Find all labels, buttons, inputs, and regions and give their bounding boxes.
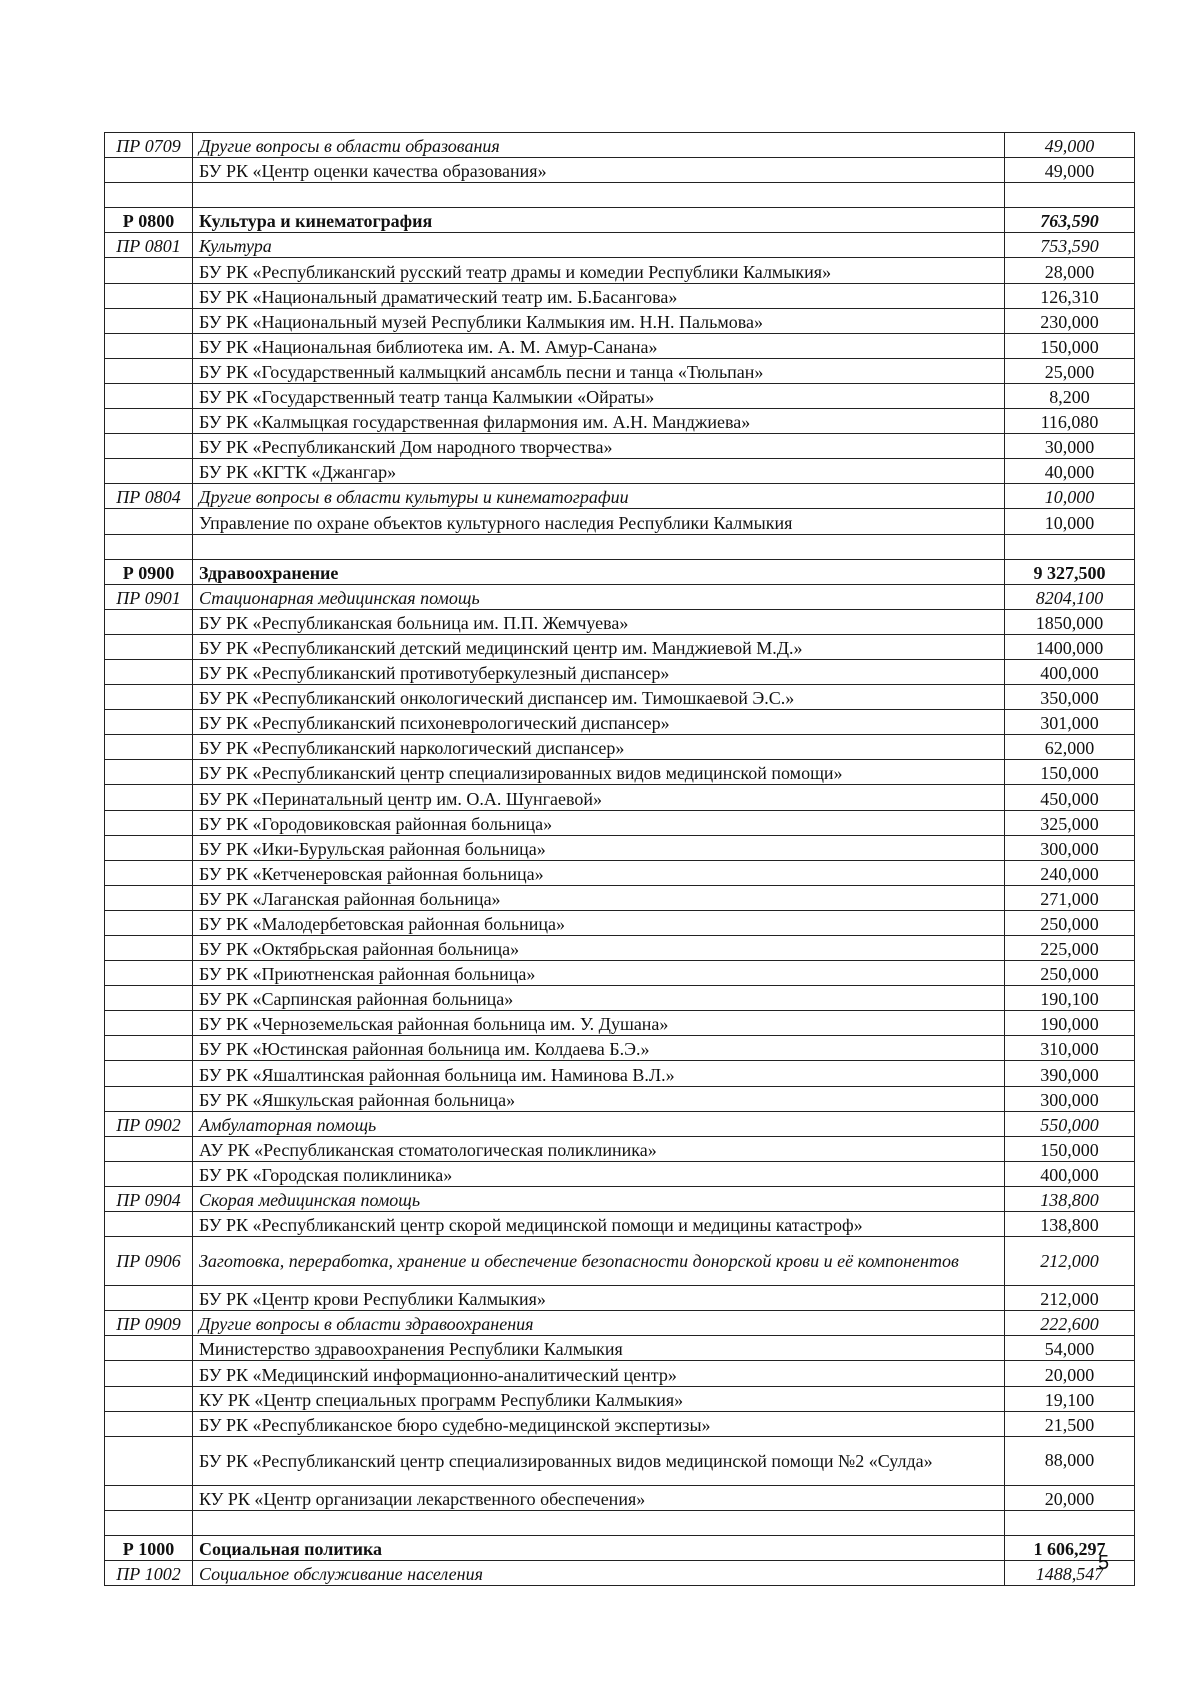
row-code: Р 1000 — [105, 1535, 193, 1560]
table-row — [105, 183, 1135, 208]
row-code — [105, 308, 193, 333]
table-row — [105, 1086, 1135, 1111]
table-row — [105, 810, 1135, 835]
table-row — [105, 1311, 1135, 1336]
row-name: БУ РК «Республиканский центр специализированных видов медицинской помощи №2 «Сулда» — [193, 1436, 1005, 1485]
row-name: БУ РК «Республиканский Дом народного творчества» — [193, 434, 1005, 459]
table-row — [105, 459, 1135, 484]
table-row — [105, 1111, 1135, 1136]
row-code — [105, 961, 193, 986]
row-amount: 21,500 — [1005, 1411, 1135, 1436]
row-code — [105, 659, 193, 684]
row-amount: 753,590 — [1005, 233, 1135, 258]
budget-table — [104, 132, 1135, 1586]
row-amount: 25,000 — [1005, 358, 1135, 383]
row-amount: 1400,000 — [1005, 634, 1135, 659]
row-code: ПР 0902 — [105, 1111, 193, 1136]
row-name: БУ РК «КГТК «Джангар» — [193, 459, 1005, 484]
row-amount: 10,000 — [1005, 484, 1135, 509]
table-row — [105, 283, 1135, 308]
row-amount: 9 327,500 — [1005, 559, 1135, 584]
row-name: БУ РК «Центр крови Республики Калмыкия» — [193, 1286, 1005, 1311]
row-amount: 54,000 — [1005, 1336, 1135, 1361]
row-code — [105, 760, 193, 785]
row-amount: 1 606,297 — [1005, 1535, 1135, 1560]
row-amount: 325,000 — [1005, 810, 1135, 835]
row-amount: 190,100 — [1005, 986, 1135, 1011]
table-row — [105, 133, 1135, 158]
row-amount: 212,000 — [1005, 1237, 1135, 1286]
table-row — [105, 1136, 1135, 1161]
row-amount: 222,600 — [1005, 1311, 1135, 1336]
row-name: Амбулаторная помощь — [193, 1111, 1005, 1136]
row-amount: 225,000 — [1005, 936, 1135, 961]
table-row — [105, 308, 1135, 333]
row-amount: 1850,000 — [1005, 609, 1135, 634]
table-row — [105, 1411, 1135, 1436]
table-row — [105, 559, 1135, 584]
table-row — [105, 1186, 1135, 1211]
table-row — [105, 659, 1135, 684]
row-code — [105, 1036, 193, 1061]
budget-table-body — [105, 133, 1135, 1586]
table-row — [105, 1036, 1135, 1061]
table-row — [105, 434, 1135, 459]
row-amount: 88,000 — [1005, 1436, 1135, 1485]
row-code: Р 0800 — [105, 208, 193, 233]
row-name: Культура — [193, 233, 1005, 258]
row-code: ПР 0801 — [105, 233, 193, 258]
row-code — [105, 634, 193, 659]
table-row — [105, 986, 1135, 1011]
row-code — [105, 609, 193, 634]
row-name: БУ РК «Национальная библиотека им. А. М. Амур-Санана» — [193, 333, 1005, 358]
row-name: БУ РК «Государственный калмыцкий ансамбль песни и танца «Тюльпан» — [193, 358, 1005, 383]
row-name: Здравоохранение — [193, 559, 1005, 584]
row-amount: 8,200 — [1005, 383, 1135, 408]
row-amount: 28,000 — [1005, 258, 1135, 283]
row-code: ПР 0901 — [105, 584, 193, 609]
row-amount: 10,000 — [1005, 509, 1135, 534]
row-amount: 450,000 — [1005, 785, 1135, 810]
row-name — [193, 534, 1005, 559]
row-name: БУ РК «Республиканское бюро судебно-медицинской экспертизы» — [193, 1411, 1005, 1436]
row-amount: 30,000 — [1005, 434, 1135, 459]
table-row — [105, 835, 1135, 860]
row-amount: 350,000 — [1005, 685, 1135, 710]
row-name: Скорая медицинская помощь — [193, 1186, 1005, 1211]
row-code: ПР 0709 — [105, 133, 193, 158]
row-code — [105, 358, 193, 383]
row-code: ПР 0909 — [105, 1311, 193, 1336]
table-row — [105, 208, 1135, 233]
table-row — [105, 1161, 1135, 1186]
table-row — [105, 936, 1135, 961]
row-code — [105, 1212, 193, 1237]
row-name: БУ РК «Городовиковская районная больница» — [193, 810, 1005, 835]
row-name: Другие вопросы в области образования — [193, 133, 1005, 158]
table-row — [105, 1061, 1135, 1086]
row-name: БУ РК «Республиканский онкологический диспансер им. Тимошкаевой Э.С.» — [193, 685, 1005, 710]
table-row — [105, 609, 1135, 634]
row-name: КУ РК «Центр организации лекарственного обеспечения» — [193, 1485, 1005, 1510]
table-row — [105, 233, 1135, 258]
row-name: БУ РК «Республиканский центр специализированных видов медицинской помощи» — [193, 760, 1005, 785]
row-code — [105, 1336, 193, 1361]
row-amount: 301,000 — [1005, 710, 1135, 735]
table-row — [105, 1436, 1135, 1485]
row-name: Другие вопросы в области культуры и кинематографии — [193, 484, 1005, 509]
row-name: БУ РК «Сарпинская районная больница» — [193, 986, 1005, 1011]
row-amount: 49,000 — [1005, 158, 1135, 183]
row-name: БУ РК «Центр оценки качества образования» — [193, 158, 1005, 183]
row-amount: 400,000 — [1005, 659, 1135, 684]
table-row — [105, 1485, 1135, 1510]
row-code — [105, 1286, 193, 1311]
row-code — [105, 835, 193, 860]
row-name: КУ РК «Центр специальных программ Республики Калмыкия» — [193, 1386, 1005, 1411]
row-amount — [1005, 1510, 1135, 1535]
row-name: БУ РК «Республиканский русский театр драмы и комедии Республики Калмыкия» — [193, 258, 1005, 283]
row-amount: 19,100 — [1005, 1386, 1135, 1411]
table-row — [105, 685, 1135, 710]
row-code — [105, 735, 193, 760]
row-name: БУ РК «Черноземельская районная больница им. У. Душана» — [193, 1011, 1005, 1036]
table-row — [105, 584, 1135, 609]
row-amount: 271,000 — [1005, 885, 1135, 910]
row-code — [105, 1386, 193, 1411]
page-number: 5 — [1098, 1552, 1110, 1574]
row-name: БУ РК «Яшкульская районная больница» — [193, 1086, 1005, 1111]
row-code — [105, 860, 193, 885]
table-row — [105, 258, 1135, 283]
row-amount: 212,000 — [1005, 1286, 1135, 1311]
row-amount: 1488,547 — [1005, 1560, 1135, 1585]
row-name: БУ РК «Приютненская районная больница» — [193, 961, 1005, 986]
row-amount — [1005, 534, 1135, 559]
row-name: БУ РК «Республиканский наркологический диспансер» — [193, 735, 1005, 760]
row-name: БУ РК «Республиканская больница им. П.П. Жемчуева» — [193, 609, 1005, 634]
row-amount: 138,800 — [1005, 1212, 1135, 1237]
table-row — [105, 484, 1135, 509]
row-amount: 126,310 — [1005, 283, 1135, 308]
row-code — [105, 1061, 193, 1086]
row-name: БУ РК «Октябрьская районная больница» — [193, 936, 1005, 961]
row-amount: 150,000 — [1005, 333, 1135, 358]
table-row — [105, 1560, 1135, 1585]
row-amount: 20,000 — [1005, 1485, 1135, 1510]
row-code — [105, 1161, 193, 1186]
row-name: БУ РК «Городская поликлиника» — [193, 1161, 1005, 1186]
row-name: БУ РК «Лаганская районная больница» — [193, 885, 1005, 910]
row-code — [105, 685, 193, 710]
row-name: БУ РК «Яшалтинская районная больница им. Наминова В.Л.» — [193, 1061, 1005, 1086]
table-row — [105, 634, 1135, 659]
row-code — [105, 1361, 193, 1386]
table-row — [105, 860, 1135, 885]
row-code — [105, 534, 193, 559]
row-name: Другие вопросы в области здравоохранения — [193, 1311, 1005, 1336]
table-row — [105, 534, 1135, 559]
table-row — [105, 158, 1135, 183]
row-name: БУ РК «Калмыцкая государственная филармония им. А.Н. Манджиева» — [193, 409, 1005, 434]
row-code: Р 0900 — [105, 559, 193, 584]
row-amount: 230,000 — [1005, 308, 1135, 333]
row-code: ПР 0804 — [105, 484, 193, 509]
row-amount: 300,000 — [1005, 835, 1135, 860]
row-amount: 190,000 — [1005, 1011, 1135, 1036]
row-name: БУ РК «Малодербетовская районная больница» — [193, 910, 1005, 935]
row-code — [105, 258, 193, 283]
row-amount: 150,000 — [1005, 760, 1135, 785]
row-code — [105, 1136, 193, 1161]
row-name: Министерство здравоохранения Республики Калмыкия — [193, 1336, 1005, 1361]
row-name — [193, 183, 1005, 208]
table-row — [105, 1336, 1135, 1361]
row-name: БУ РК «Перинатальный центр им. О.А. Шунгаевой» — [193, 785, 1005, 810]
row-name: БУ РК «Национальный драматический театр им. Б.Басангова» — [193, 283, 1005, 308]
table-row — [105, 409, 1135, 434]
table-row — [105, 333, 1135, 358]
row-code — [105, 710, 193, 735]
row-amount: 550,000 — [1005, 1111, 1135, 1136]
table-row — [105, 910, 1135, 935]
row-amount: 150,000 — [1005, 1136, 1135, 1161]
row-amount: 300,000 — [1005, 1086, 1135, 1111]
table-row — [105, 358, 1135, 383]
row-code — [105, 383, 193, 408]
row-code: ПР 0906 — [105, 1237, 193, 1286]
row-amount: 40,000 — [1005, 459, 1135, 484]
row-amount: 116,080 — [1005, 409, 1135, 434]
table-row — [105, 735, 1135, 760]
row-code — [105, 810, 193, 835]
row-amount: 390,000 — [1005, 1061, 1135, 1086]
row-name: БУ РК «Кетченеровская районная больница» — [193, 860, 1005, 885]
table-row — [105, 1510, 1135, 1535]
table-row — [105, 383, 1135, 408]
row-name: Управление по охране объектов культурного наследия Республики Калмыкия — [193, 509, 1005, 534]
row-code — [105, 409, 193, 434]
table-row — [105, 961, 1135, 986]
row-amount: 310,000 — [1005, 1036, 1135, 1061]
row-name: Социальное обслуживание населения — [193, 1560, 1005, 1585]
row-amount: 49,000 — [1005, 133, 1135, 158]
table-row — [105, 1212, 1135, 1237]
row-name: Социальная политика — [193, 1535, 1005, 1560]
row-amount: 240,000 — [1005, 860, 1135, 885]
row-name: БУ РК «Республиканский детский медицинский центр им. Манджиевой М.Д.» — [193, 634, 1005, 659]
row-code: ПР 0904 — [105, 1186, 193, 1211]
table-row — [105, 710, 1135, 735]
row-name: БУ РК «Юстинская районная больница им. Колдаева Б.Э.» — [193, 1036, 1005, 1061]
row-code — [105, 1011, 193, 1036]
table-row — [105, 509, 1135, 534]
row-name: АУ РК «Республиканская стоматологическая поликлиника» — [193, 1136, 1005, 1161]
row-name — [193, 1510, 1005, 1535]
row-name: БУ РК «Национальный музей Республики Калмыкия им. Н.Н. Пальмова» — [193, 308, 1005, 333]
row-amount: 138,800 — [1005, 1186, 1135, 1211]
row-code — [105, 158, 193, 183]
row-code — [105, 885, 193, 910]
row-code — [105, 283, 193, 308]
row-name: БУ РК «Республиканский центр скорой медицинской помощи и медицины катастроф» — [193, 1212, 1005, 1237]
row-name: БУ РК «Медицинский информационно-аналитический центр» — [193, 1361, 1005, 1386]
row-code — [105, 459, 193, 484]
row-code — [105, 1436, 193, 1485]
table-row — [105, 1535, 1135, 1560]
row-amount: 20,000 — [1005, 1361, 1135, 1386]
row-name: БУ РК «Республиканский противотуберкулезный диспансер» — [193, 659, 1005, 684]
row-code — [105, 1086, 193, 1111]
row-amount — [1005, 183, 1135, 208]
row-amount: 250,000 — [1005, 961, 1135, 986]
row-code — [105, 785, 193, 810]
row-code — [105, 986, 193, 1011]
table-row — [105, 1286, 1135, 1311]
table-row — [105, 785, 1135, 810]
row-code — [105, 183, 193, 208]
row-amount: 8204,100 — [1005, 584, 1135, 609]
row-name: БУ РК «Ики-Бурульская районная больница» — [193, 835, 1005, 860]
row-code: ПР 1002 — [105, 1560, 193, 1585]
row-code — [105, 509, 193, 534]
row-amount: 763,590 — [1005, 208, 1135, 233]
row-name: БУ РК «Республиканский психоневрологический диспансер» — [193, 710, 1005, 735]
row-name: БУ РК «Государственный театр танца Калмыкии «Ойраты» — [193, 383, 1005, 408]
row-code — [105, 1485, 193, 1510]
row-code — [105, 1510, 193, 1535]
table-row — [105, 1237, 1135, 1286]
row-code — [105, 333, 193, 358]
row-code — [105, 936, 193, 961]
table-row — [105, 1386, 1135, 1411]
table-row — [105, 760, 1135, 785]
row-code — [105, 434, 193, 459]
row-name: Культура и кинематография — [193, 208, 1005, 233]
row-code — [105, 910, 193, 935]
row-name: Заготовка, переработка, хранение и обеспечение безопасности донорской крови и её компонентов — [193, 1237, 1005, 1286]
table-row — [105, 1361, 1135, 1386]
table-row — [105, 885, 1135, 910]
row-amount: 400,000 — [1005, 1161, 1135, 1186]
row-amount: 250,000 — [1005, 910, 1135, 935]
row-code — [105, 1411, 193, 1436]
row-name: Стационарная медицинская помощь — [193, 584, 1005, 609]
row-amount: 62,000 — [1005, 735, 1135, 760]
table-row — [105, 1011, 1135, 1036]
